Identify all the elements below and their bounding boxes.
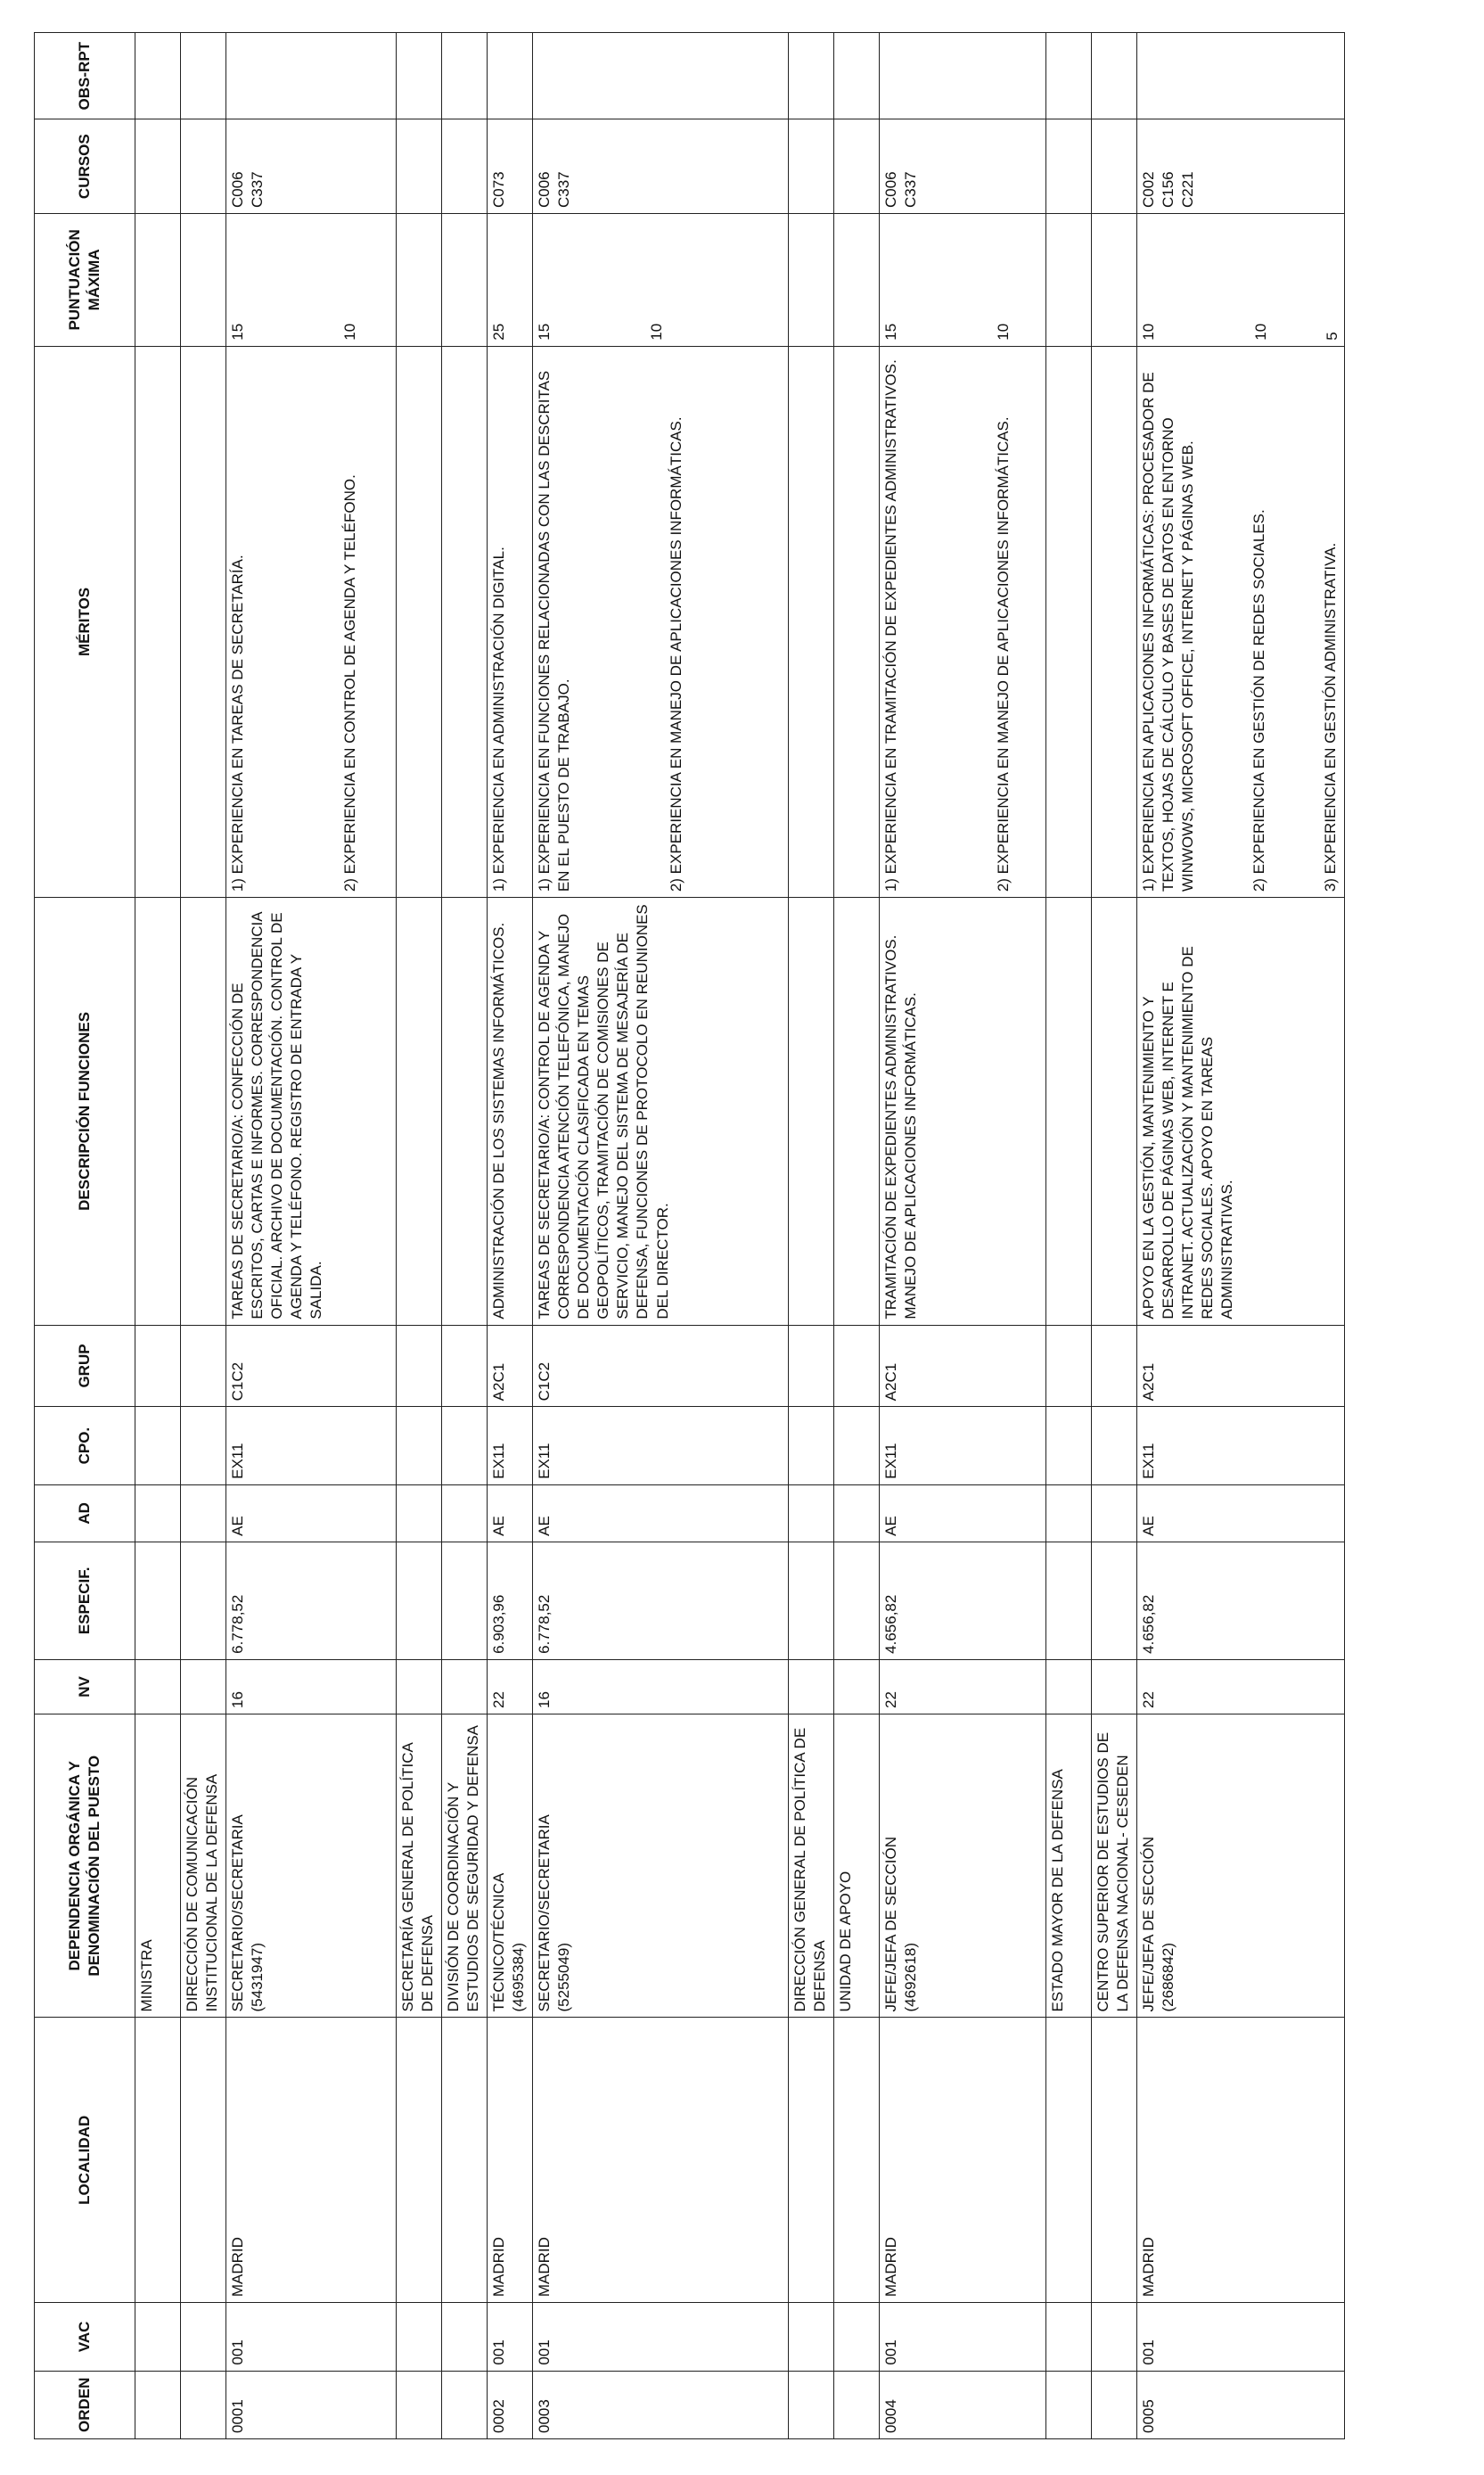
funciones-cell: ADMINISTRACIÓN DE LOS SISTEMAS INFORMÁTICOS. [488,898,533,1325]
funciones-cell: TRAMITACIÓN DE EXPEDIENTES ADMINISTRATIVOS. MANEJO DE APLICACIONES INFORMÁTICAS. [880,898,1046,1325]
header-row [35,33,135,2439]
cpo-cell: EX11 [533,1407,789,1485]
merito-item: 1) EXPERIENCIA EN TAREAS DE SECRETARÍA. [229,555,246,892]
cursos-cell: C006 C337 [880,119,1046,214]
cursos-cell: C002 C156 C221 [1137,119,1345,214]
orden-cell: 0004 [880,2371,1046,2438]
cpo-cell: EX11 [1137,1407,1345,1485]
puntuacion-value: 10 [648,323,666,341]
vac-cell: 001 [533,2303,789,2371]
merito-item: 2) EXPERIENCIA EN MANEJO DE APLICACIONES INFORMÁTICAS. [995,416,1013,892]
nv-cell: 22 [880,1659,1046,1714]
orden-cell: 0005 [1137,2371,1345,2438]
meritos-cell [1137,346,1345,897]
grup-cell: C1C2 [226,1325,397,1407]
table-row [533,33,789,2439]
localidad-cell: MADRID [880,2018,1046,2303]
puntuacion-value: 10 [1252,323,1270,341]
puesto-cell: SECRETARIO/SECRETARIA (5255049) [533,1714,789,2018]
orden-cell: 0001 [226,2371,397,2438]
puntuacion-cell [488,214,533,347]
funciones-cell: TAREAS DE SECRETARIO/A: CONTROL DE AGENDA Y CORRESPONDENCIA ATENCIÓN TELEFÓNICA, MANEJO DE DOCUMENTACIÓN CLASIFICADA EN TEMAS GEOPOLÍTICOS, TRAMITACIÓN DE COMISIONES DE SERVICIO, MANEJO DEL SISTEMA DE MESAJERÍA DE DEFENSA, FUNCIONES DE PROTOCOLO EN REUNIONES DEL DIRECTOR. [533,898,789,1325]
col-localidad-header: LOCALIDAD [35,2018,135,2303]
puntuacion-value: 15 [536,323,553,341]
section-row [135,33,181,2439]
col-grup-header: GRUP [35,1325,135,1407]
puntuacion-cell [1137,214,1345,347]
section-row [181,33,226,2439]
puntuacion-value: 10 [341,323,359,341]
merito-item: 2) EXPERIENCIA EN MANEJO DE APLICACIONES INFORMÁTICAS. [668,416,685,892]
merito-item: 1) EXPERIENCIA EN TRAMITACIÓN DE EXPEDIENTES ADMINISTRATIVOS. [882,359,899,892]
especif-cell: 6.903,96 [488,1542,533,1659]
puesto-cell: SECRETARIO/SECRETARIA (5431947) [226,1714,397,2018]
merito-item: 3) EXPERIENCIA EN GESTIÓN ADMINISTRATIVA. [1322,542,1340,892]
obs-cell [880,33,1046,119]
col-descripcion-header: DESCRIPCIÓN FUNCIONES [35,898,135,1325]
col-dependencia-header: DEPENDENCIA ORGÁNICA Y DENOMINACIÓN DEL PUESTO [35,1714,135,2018]
especif-cell: 6.778,52 [533,1542,789,1659]
col-nv-header: NV [35,1659,135,1714]
puntuacion-cell [880,214,1046,347]
puntuacion-value: 15 [229,323,246,341]
grup-cell: C1C2 [533,1325,789,1407]
vac-cell: 001 [880,2303,1046,2371]
section-title: DIRECCIÓN GENERAL DE POLÍTICA DE DEFENSA [789,1714,834,2018]
meritos-cell [533,346,789,897]
vac-cell: 001 [226,2303,397,2371]
especif-cell: 4.656,82 [1137,1542,1345,1659]
table-row [488,33,533,2439]
section-row [442,33,488,2439]
cpo-cell: EX11 [488,1407,533,1485]
merito-item: 2) EXPERIENCIA EN CONTROL DE AGENDA Y TELÉFONO. [341,474,359,892]
grup-cell: A2C1 [488,1325,533,1407]
ad-cell: AE [880,1484,1046,1542]
especif-cell: 4.656,82 [880,1542,1046,1659]
section-row [1092,33,1137,2439]
merito-item: 2) EXPERIENCIA EN GESTIÓN DE REDES SOCIALES. [1250,509,1268,892]
grup-cell: A2C1 [880,1325,1046,1407]
section-title: DIRECCIÓN DE COMUNICACIÓN INSTITUCIONAL DE LA DEFENSA [181,1714,226,2018]
localidad-cell: MADRID [488,2018,533,2303]
vac-cell: 001 [488,2303,533,2371]
col-orden-header: ORDEN [35,2371,135,2438]
col-meritos-header: MÉRITOS [35,346,135,897]
meritos-cell [226,346,397,897]
orden-cell: 0002 [488,2371,533,2438]
obs-cell [1137,33,1345,119]
section-title: UNIDAD DE APOYO [834,1714,880,2018]
nv-cell: 16 [533,1659,789,1714]
localidad-cell: MADRID [226,2018,397,2303]
puntuacion-value: 25 [490,323,507,341]
section-title: MINISTRA [135,1714,181,2018]
obs-cell [488,33,533,119]
section-title: DIVISIÓN DE COORDINACIÓN Y ESTUDIOS DE SEGURIDAD Y DEFENSA [442,1714,488,2018]
ad-cell: AE [533,1484,789,1542]
funciones-cell: TAREAS DE SECRETARIO/A: CONFECCIÓN DE ESCRITOS, CARTAS E INFORMES. CORRESPONDENCIA OFICIAL. ARCHIVO DE DOCUMENTACIÓN. CONTROL DE AGENDA Y TELÉFONO. REGISTRO DE ENTRADA Y SALIDA. [226,898,397,1325]
table-row [1137,33,1345,2439]
puesto-cell: JEFE/JEFA DE SECCIÓN (4692618) [880,1714,1046,2018]
puntuacion-cell [226,214,397,347]
table-row [226,33,397,2439]
localidad-cell: MADRID [1137,2018,1345,2303]
cpo-cell: EX11 [880,1407,1046,1485]
col-cursos-header: CURSOS [35,119,135,214]
col-especif-header: ESPECIF. [35,1542,135,1659]
puesto-cell: TÉCNICO/TÉCNICA (4695384) [488,1714,533,2018]
obs-cell [533,33,789,119]
vac-cell: 001 [1137,2303,1345,2371]
table-row [880,33,1046,2439]
puesto-cell: JEFE/JEFA DE SECCIÓN (2686842) [1137,1714,1345,2018]
grup-cell: A2C1 [1137,1325,1345,1407]
orden-cell: 0003 [533,2371,789,2438]
cpo-cell: EX11 [226,1407,397,1485]
nv-cell: 16 [226,1659,397,1714]
col-puntuacion-header: PUNTUACIÓN MÁXIMA [35,214,135,347]
puntuacion-value: 10 [1140,323,1157,341]
cursos-cell: C073 [488,119,533,214]
vacancies-table [34,32,1345,2439]
cursos-cell: C006 C337 [533,119,789,214]
ad-cell: AE [226,1484,397,1542]
merito-item: 1) EXPERIENCIA EN FUNCIONES RELACIONADAS CON LAS DESCRITAS EN EL PUESTO DE TRABAJO. [536,370,573,892]
section-row [1046,33,1092,2439]
section-title: CENTRO SUPERIOR DE ESTUDIOS DE LA DEFENSA NACIONAL- CESEDEN [1092,1714,1137,2018]
nv-cell: 22 [1137,1659,1345,1714]
puntuacion-value: 10 [995,323,1013,341]
puntuacion-cell [533,214,789,347]
meritos-cell [488,346,533,897]
section-row [834,33,880,2439]
merito-item: 1) EXPERIENCIA EN APLICACIONES INFORMÁTICAS: PROCESADOR DE TEXTOS, HOJAS DE CÁLCULO Y BASES DE DATOS EN ENTORNO WINWOWS, MICROSOFT OFFICE, INTERNET Y PÁGINAS WEB. [1140,372,1197,892]
section-title: ESTADO MAYOR DE LA DEFENSA [1046,1714,1092,2018]
section-row [397,33,442,2439]
funciones-cell: APOYO EN LA GESTIÓN, MANTENIMIENTO Y DESARROLLO DE PÁGINAS WEB, INTERNET E INTRANET. ACTUALIZACIÓN Y MANTENIMIENTO DE REDES SOCIALES. APOYO EN TAREAS ADMINISTRATIVAS. [1137,898,1345,1325]
especif-cell: 6.778,52 [226,1542,397,1659]
ad-cell: AE [1137,1484,1345,1542]
localidad-cell: MADRID [533,2018,789,2303]
section-title: SECRETARÍA GENERAL DE POLÍTICA DE DEFENSA [397,1714,442,2018]
col-vac-header: VAC [35,2303,135,2371]
puntuacion-value: 5 [1324,332,1341,341]
puntuacion-value: 15 [882,323,899,341]
cursos-cell: C006 C337 [226,119,397,214]
col-ad-header: AD [35,1484,135,1542]
col-obs-header: OBS-RPT [35,33,135,119]
ad-cell: AE [488,1484,533,1542]
obs-cell [226,33,397,119]
merito-item: 1) EXPERIENCIA EN ADMINISTRACIÓN DIGITAL. [490,547,507,892]
nv-cell: 22 [488,1659,533,1714]
meritos-cell [880,346,1046,897]
col-cpo-header: CPO. [35,1407,135,1485]
section-row [789,33,834,2439]
